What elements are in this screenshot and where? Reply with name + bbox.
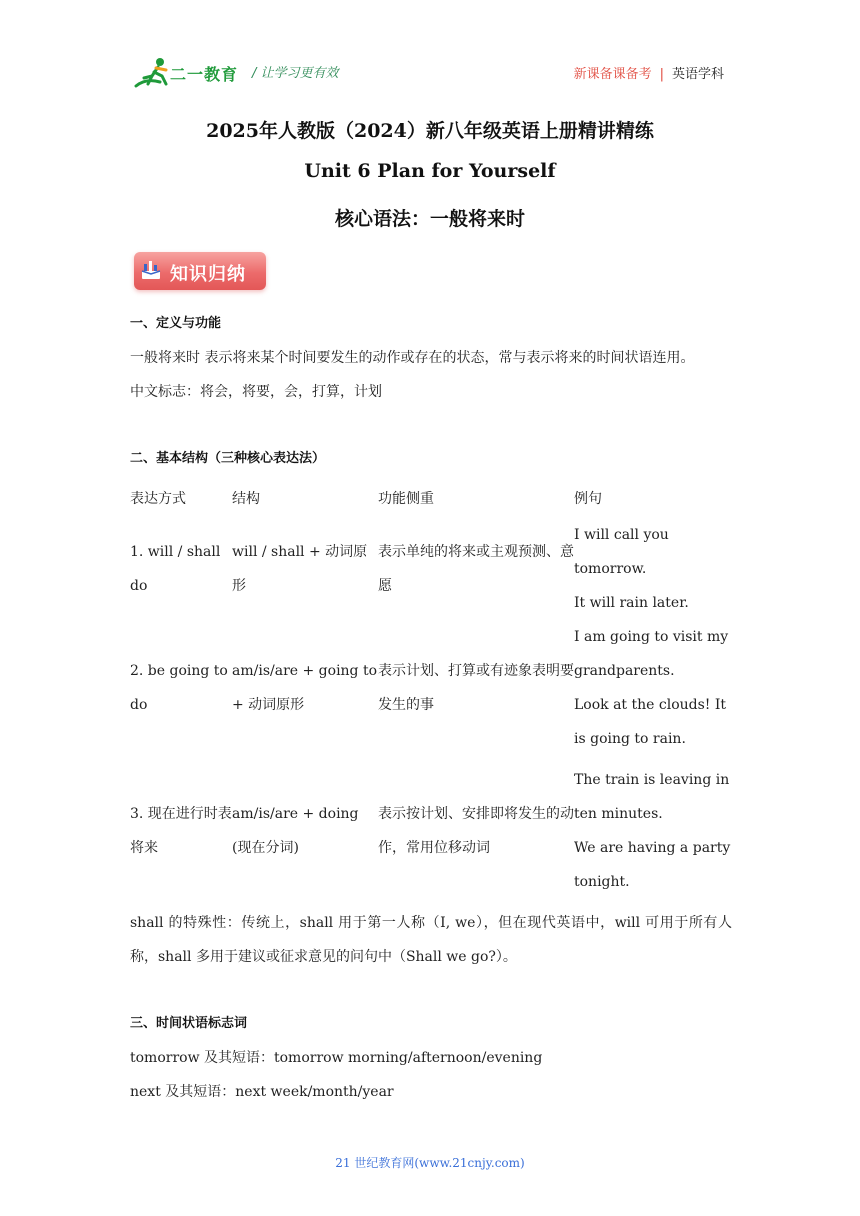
structure-table [130, 480, 734, 906]
table-header-cell: 功能侧重 [378, 491, 434, 507]
page-footer: 21 世纪教育网(www.21cnjy.com) [335, 1156, 525, 1170]
header-label-subject: 英语学科 [671, 67, 724, 82]
table-cell-examples [574, 620, 734, 756]
chinese-markers-paragraph: 中文标志：将会，将要，会，打算，计划 [130, 384, 382, 400]
book-chart-icon [140, 259, 162, 281]
table-cell-way: 2. be going to do [130, 663, 228, 713]
time-marker-line: next 及其短语：next week/month/year [130, 1084, 394, 1100]
table-cell-examples [574, 756, 734, 906]
table-cell-function: 表示单纯的将来或主观预测、意愿 [378, 544, 574, 594]
section-time-markers [130, 1007, 732, 1109]
example-sentence: The train is leaving in ten minutes. [574, 772, 730, 822]
table-cell-way: 3. 现在进行时表将来 [130, 806, 232, 856]
example-sentence: Look at the clouds! It is going to rain. [574, 697, 727, 747]
example-sentence: I am going to visit my grandparents. [574, 629, 729, 679]
table-cell-structure: am/is/are + doing (现在分词) [232, 806, 359, 856]
section-heading-time-markers: 三、时间状语标志词 [130, 1016, 248, 1031]
section-heading-definition: 一、定义与功能 [130, 316, 222, 331]
shall-note-paragraph: shall 的特殊性：传统上，shall 用于第一人称（I, we），但在现代英语中，will 可用于所有人称，shall 多用于建议或征求意见的问句中（Shall we go?）。 [130, 915, 732, 965]
knowledge-summary-badge [134, 252, 266, 290]
badge-label: 知识归纳 [170, 264, 246, 285]
table-cell-examples [574, 518, 734, 620]
example-sentence: I will call you tomorrow. [574, 527, 669, 577]
table-row [130, 518, 734, 620]
section-heading-structure: 二、基本结构（三种核心表达法） [130, 451, 326, 466]
table-header-cell: 表达方式 [130, 491, 186, 507]
example-sentence: It will rain later. [574, 595, 689, 611]
table-row [130, 620, 734, 756]
page-header [0, 0, 860, 100]
table-cell-way: 1. will / shall do [130, 544, 221, 594]
unit-title: Unit 6 Plan for Yourself [304, 160, 556, 182]
table-cell-function: 表示按计划、安排即将发生的动作，常用位移动词 [378, 806, 574, 856]
example-sentence: We are having a party tonight. [574, 840, 731, 890]
definition-paragraph: 一般将来时 表示将来某个时间要发生的动作或存在的状态，常与表示将来的时间状语连用。 [130, 350, 695, 366]
header-subject [574, 63, 724, 82]
header-separator: | [659, 67, 664, 82]
logo-text: 二一教育 [170, 65, 239, 84]
header-slogan: / 让学习更有效 [252, 66, 339, 81]
document-title: 2025年人教版（2024）新八年级英语上册精讲精练 [206, 120, 654, 142]
table-header-row [130, 480, 734, 518]
section-definition [130, 307, 732, 409]
table-cell-structure: am/is/are + going to + 动词原形 [232, 663, 378, 713]
time-marker-line: tomorrow 及其短语：tomorrow morning/afternoon/evening [130, 1050, 543, 1066]
grammar-topic-title: 核心语法：一般将来时 [334, 208, 525, 230]
table-row [130, 756, 734, 906]
table-cell-function: 表示计划、打算或有迹象表明要发生的事 [378, 663, 574, 713]
table-header-cell: 结构 [232, 491, 260, 507]
shall-note-wrap [130, 906, 732, 974]
header-label-course: 新课备课备考 [573, 67, 652, 82]
table-header-cell: 例句 [574, 491, 602, 507]
table-cell-structure: will / shall + 动词原形 [232, 544, 368, 594]
section-structure-heading-wrap [130, 442, 732, 476]
